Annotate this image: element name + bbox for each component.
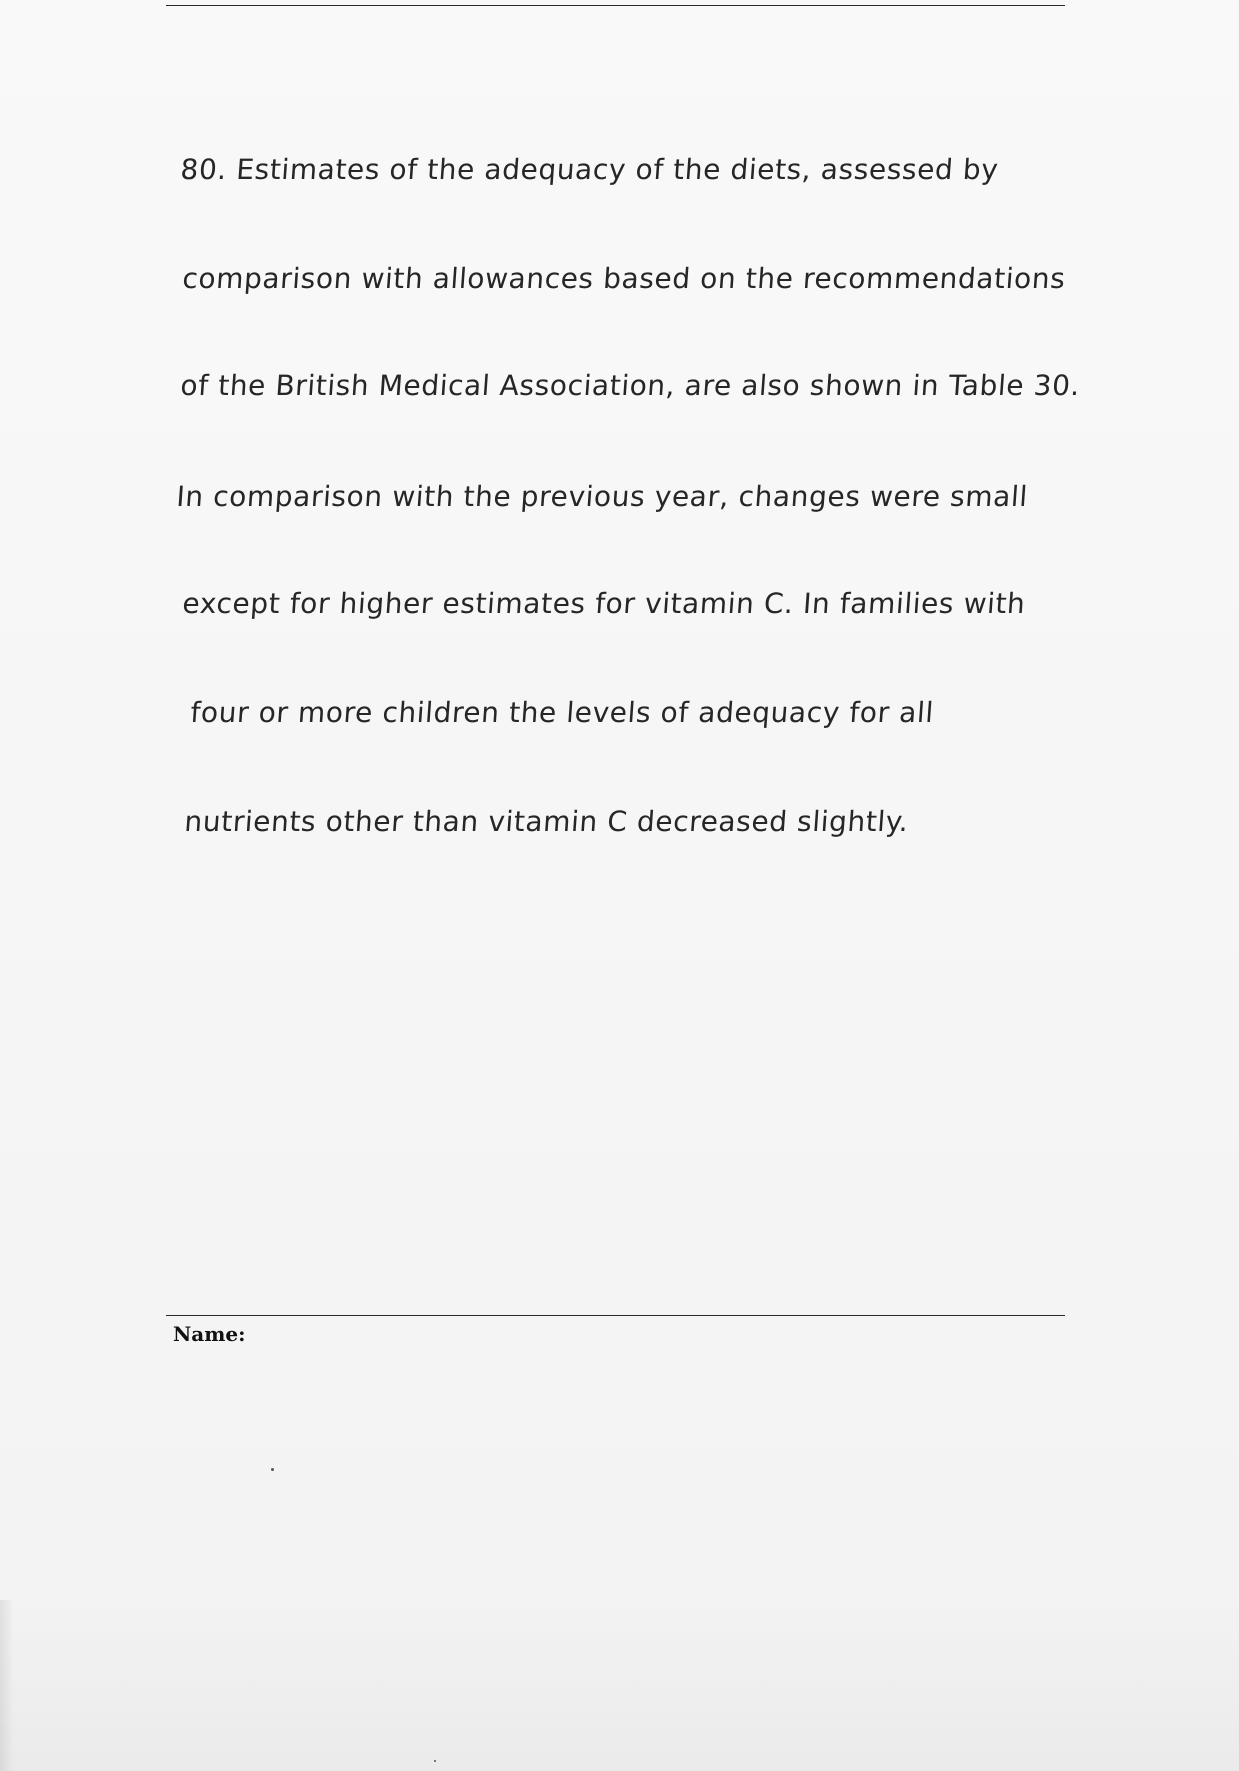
top-rule-line <box>166 5 1065 6</box>
scan-speck <box>434 1760 436 1762</box>
handwritten-line-5: except for higher estimates for vitamin C. In families with <box>181 587 1027 620</box>
handwritten-line-6: four or more children the levels of adequacy for all <box>189 696 935 729</box>
scan-shadow-bottom <box>0 1600 1239 1771</box>
handwritten-line-1: 80. Estimates of the adequacy of the diets, assessed by <box>179 153 1000 186</box>
handwritten-line-3: of the British Medical Association, are also shown in Table 30. <box>179 369 1082 402</box>
handwritten-passage <box>174 150 1134 913</box>
scan-speck <box>271 1468 274 1471</box>
name-label: Name: <box>173 1322 246 1346</box>
handwritten-line-4: In comparison with the previous year, changes were small <box>175 480 1029 513</box>
scan-shadow-left <box>0 1600 14 1771</box>
handwritten-line-7: nutrients other than vitamin C decreased slightly. <box>183 805 910 838</box>
handwritten-line-2: comparison with allowances based on the recommendations <box>181 262 1067 295</box>
bottom-rule-line <box>166 1315 1065 1316</box>
